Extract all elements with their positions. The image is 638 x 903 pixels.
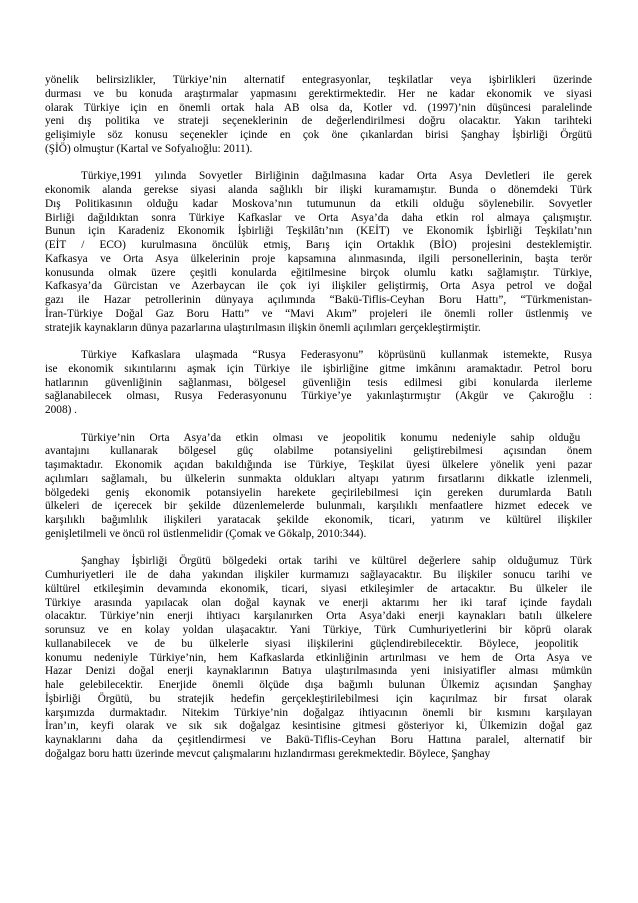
text-line: ise ekonomik sıkıntılarını aşmak için Türkiye ile işbirliğine gitme imkânını aramaktadır. Petrol boru bbox=[45, 362, 592, 375]
text-line: kullanabilecek ve de bu ülkelerle siyasi ilişkilerini güçlendirebilecektir. Böylece, jeopolitik bbox=[45, 637, 579, 650]
text-line: gelişimiyle söz konusu seçenekler içinde en çok öne çıkanlardan birisi Şanghay İşbirliği Örgütü bbox=[45, 129, 592, 141]
document-body bbox=[45, 74, 592, 762]
text-line: hale gelebilecektir. Enerjide önemli ölçüde dışa bağımlı bulunan Ülkemiz açısından Şanghay bbox=[45, 679, 592, 691]
text-line: Türkiye arasında yapılacak olan doğal kaynak ve enerji aktarımı her iki taraf içinde faydalı bbox=[45, 596, 592, 609]
text-line: Türkiye,1991 yılında Sovyetler Birliğinin dağılmasına kadar Orta Asya Devletleri ile gerek bbox=[81, 170, 592, 183]
text-line: ülkeleri de içerecek bir şekilde düzenlemelerde bulunmalı, karşılıklı menfaatlere hizmet edecek ve bbox=[45, 500, 592, 513]
paragraph bbox=[45, 349, 592, 418]
text-line: Şanghay İşbirliği Örgütü bölgedeki ortak tarihi ve kültürel değerlere sahip olduğumuz Türk bbox=[81, 555, 592, 568]
text-line: Birliği dağıldıktan sonra Türkiye Kafkaslar ve Orta Asya’da daha etkin rol almaya çalışmıştır. bbox=[45, 211, 592, 224]
text-line: karşımızda durmaktadır. Nitekim Türkiye’nin doğalgaz ihtiyacının önemli bir kısmını karşılayan bbox=[45, 706, 592, 719]
paragraph bbox=[45, 74, 592, 157]
text-line: Cumhuriyetleri ile de daha yakından ilişkiler kurmamızı sağlayacaktır. Bu ilişkiler sonucu tarihi ve bbox=[45, 569, 592, 581]
text-line: konumu nedeniyle Türkiye’nin, hem Kafkaslarda etkinliğinin artırılması ve hem de Orta Asya ve bbox=[45, 651, 592, 664]
text-line: (ŞİÖ) olmuştur (Kartal ve Sofyalıoğlu: 2011). bbox=[45, 142, 253, 155]
text-line: İşbirliği Örgütü, bu stratejik hedefin gerçekleştirilebilmesi için kaçırılmaz bir fırsat olarak bbox=[45, 692, 592, 705]
text-line: doğalgaz boru hattı üzerinde mevcut çalışmalarını hızlandırması gerekmektedir. Böylece, Şanghay bbox=[45, 747, 491, 760]
text-line: bölgedeki geniş ekonomik potansiyelin harekete geçirilebilmesi için gereken durumlarda Batılı bbox=[45, 486, 592, 499]
text-line: olarak Türkiye için en önemli ortak hala AB olsa da, Kotler vd. (1997)’nin düşüncesi paralelinde bbox=[45, 101, 592, 114]
text-line: olacaktır. Türkiye’nin enerji ihtiyacı karşılanırken Orta Asya’daki enerji kaynakları batılı ülkelere bbox=[45, 610, 592, 623]
text-line: Dış Politikasının olduğu kadar Moskova’nın tutumunun da etkili olduğu söylenebilir. Sovyetler bbox=[45, 197, 592, 210]
text-line: 2008) . bbox=[45, 404, 78, 416]
paragraph bbox=[45, 432, 592, 542]
text-line: sağlanabilecek olması, Rusya Federasyonunu Türkiye’ye yakınlaştırmıştır (Akgür ve Çakıroğlu : bbox=[45, 390, 592, 403]
text-line: Kafkasya’da Gürcistan ve Azerbaycan ile çok iyi ilişkiler geliştirmiş, Orta Asya petrol ve doğal bbox=[45, 280, 592, 293]
text-line: Kafkasya ve Orta Asya ülkelerinin proje kapsamına alınmasında, ilgili personellerinin, başta terör bbox=[45, 252, 592, 265]
text-line: avantajını kullanarak bölgesel güç olabilme potansiyelini geliştirebilmesi açısından önem bbox=[45, 445, 592, 458]
text-line: konusunda olmak üzere çeşitli konularda eğitilmesine birçok olumlu katkı sağlamıştır. Türkiye, bbox=[45, 266, 592, 279]
text-line: ekonomik alanda gerekse siyasi alanda sağlıklı bir ilişki kuramamıştır. Bunda o dönemdeki Türk bbox=[45, 184, 592, 196]
text-line: İran’ın, keyfi olarak ve sık sık doğalgaz kesintisine gitmesi gösteriyor ki, Ülkemizin doğal gaz bbox=[45, 720, 592, 733]
text-line: taşımaktadır. Ekonomik açıdan bakıldığında ise Türkiye, Teşkilat üyesi ülkelere yönelik yeni pazar bbox=[45, 459, 592, 471]
text-line: kültürel etkileşimin devamında ekonomik, ticari, siyasi etkileşimler de artacaktır. Bu ülkeler ile bbox=[45, 582, 592, 595]
text-line: Bunun için Karadeniz Ekonomik İşbirliği Teşkilâtı’nın (KEİT) ve Ekonomik İşbirliği Teşkilatı’nın bbox=[45, 225, 592, 238]
paragraph bbox=[45, 555, 592, 761]
text-line: gazı ile Hazar petrollerinin dünyaya açılımında “Bakü-Tiflis-Ceyhan Boru Hattı”, “Türkmenistan- bbox=[45, 294, 592, 306]
text-line: stratejik kaynakların dünya pazarlarına ulaştırılmasın ilişkin önemli açılımları gerçekleştirmiştir. bbox=[45, 321, 481, 334]
paragraph bbox=[45, 170, 592, 335]
text-line: karşılıklı bağımlılık ilişkileri yaratacak şekilde ekonomik, ticari, yatırım ve kültürel ilişkiler bbox=[45, 514, 592, 526]
text-line: kaynaklarını daha da çeşitlendirmesi ve Bakü-Tiflis-Ceyhan Boru Hattına paralel, alternatif bir bbox=[45, 734, 592, 746]
text-line: (EİT / ECO) kurulmasına öncülük etmiş, Barış için Ortaklık (BİO) projesini desteklemiştir. bbox=[45, 239, 592, 251]
text-line: sorunsuz ve en kolay yoldan ulaşacaktır. Yani Türkiye, Türk Cumhuriyetlerini bir köprü olarak bbox=[45, 624, 592, 636]
text-line: hatlarının güvenliğinin sağlanması, bölgesel güvenliğin tesis edilmesi gibi konularda ilerleme bbox=[45, 376, 592, 389]
text-line: Türkiye Kafkaslara ulaşmada “Rusya Federasyonu” köprüsünü kullanmak istemekte, Rusya bbox=[81, 349, 592, 361]
text-line: Hazar Denizi doğal enerji kaynaklarının Batıya ulaştırılmasında yeni inisiyatifler alması mümkün bbox=[45, 665, 592, 678]
text-line: İran-Türkiye Doğal Gaz Boru Hattı” ve “Mavi Akım” projeleri ile önemli roller üstlenmiş ve bbox=[45, 307, 592, 320]
text-line: Türkiye’nin Orta Asya’da etkin olması ve jeopolitik konumu nedeniyle sahip olduğu bbox=[81, 431, 581, 444]
text-line: yönelik belirsizlikler, Türkiye’nin alternatif entegrasyonlar, teşkilatlar veya işbirlikleri üzerinde bbox=[45, 74, 592, 86]
text-line: genişletilmeli ve öncü rol üstlenmelidir (Çomak ve Gökalp, 2010:344). bbox=[45, 527, 367, 540]
text-line: açılımları sağlamalı, bu ülkelerin sunmakta oldukları altyapı yatırım fırsatlarını dikkatle izlenmeli, bbox=[45, 472, 592, 485]
text-line: yeni dış politika ve strateji seçeneklerinin de değerlendirilmesi doğru olacaktır. Yakın tarihteki bbox=[45, 115, 592, 128]
text-line: durması ve bu konuda araştırmalar yapmasını gerektirmektedir. Her ne kadar ekonomik ve siyasi bbox=[45, 87, 592, 100]
